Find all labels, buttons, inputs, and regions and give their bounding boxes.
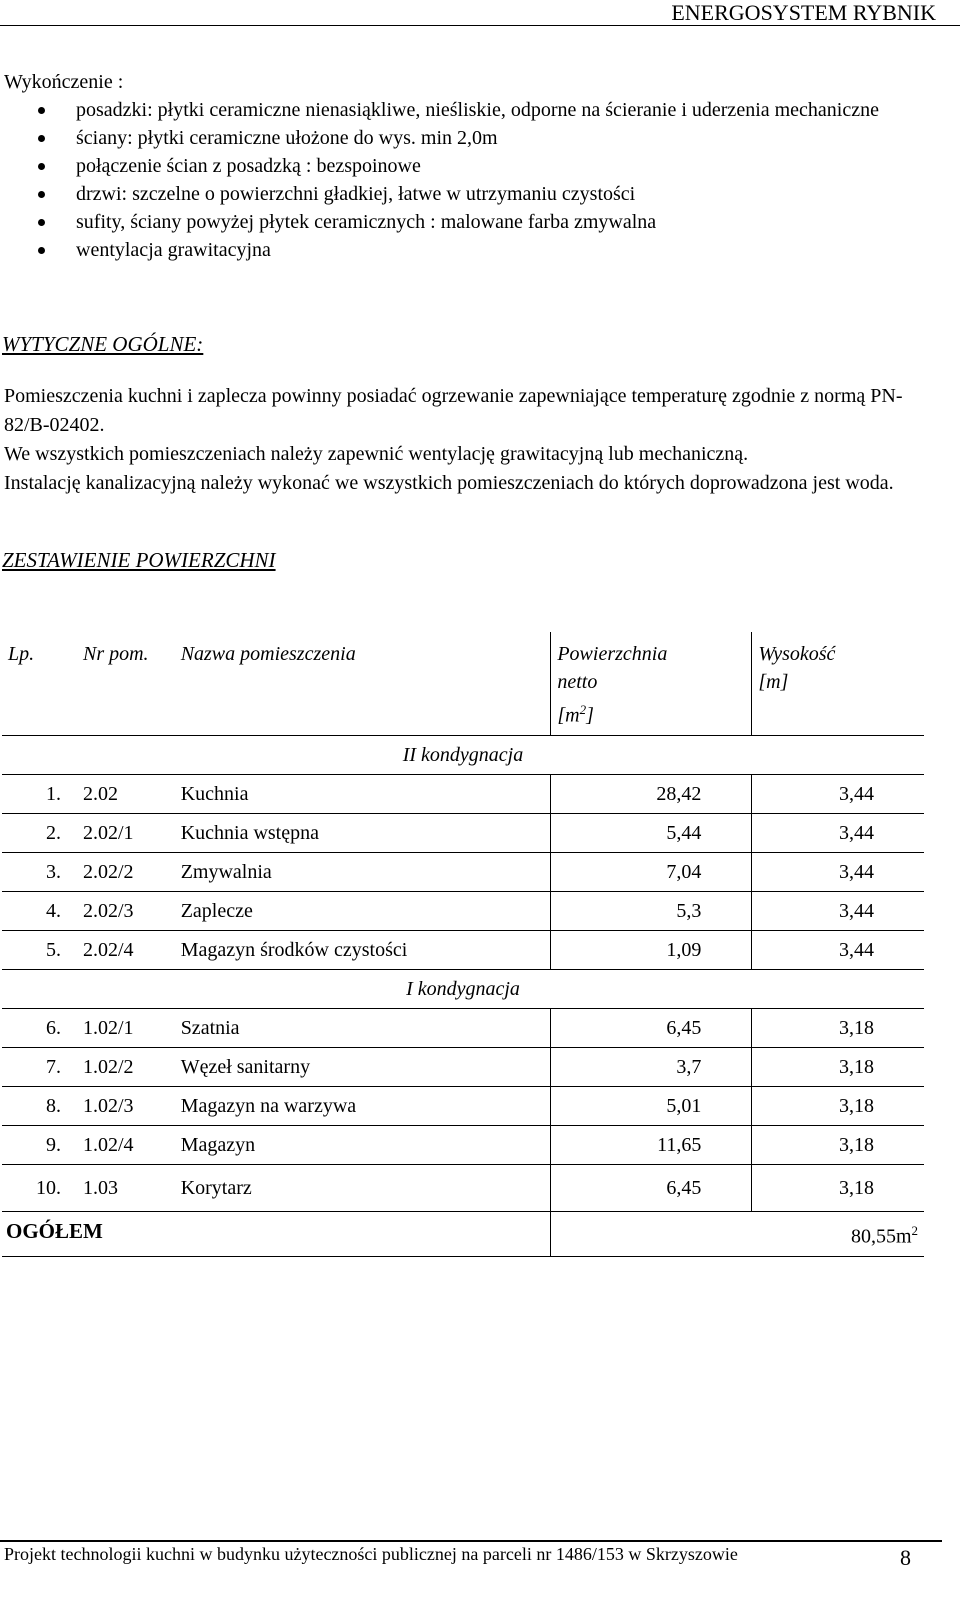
list-item: wentylacja grawitacyjna [0,236,946,264]
cell-area: 5,3 [551,892,752,931]
cell-nr: 2.02/3 [77,892,175,931]
column-header-height [752,632,924,736]
cell-area: 5,01 [551,1087,752,1126]
list-item: drzwi: szczelne o powierzchni gładkiej, łatwe w utrzymaniu czystości [0,180,946,208]
cell-lp: 10. [2,1165,77,1212]
guidelines-paragraph: Pomieszczenia kuchni i zaplecza powinny posiadać ogrzewanie zapewniające temperaturę zgodnie z normą PN-82/B-02402. [4,385,903,436]
cell-nr: 1.02/1 [77,1009,175,1048]
cell-lp: 8. [2,1087,77,1126]
table-row [2,775,924,814]
cell-name: Magazyn środków czystości [175,931,551,970]
cell-name: Kuchnia [175,775,551,814]
cell-nr: 2.02 [77,775,175,814]
cell-name: Szatnia [175,1009,551,1048]
finishing-label: Wykończenie : [4,71,124,93]
cell-nr: 1.02/4 [77,1126,175,1165]
table-row [2,853,924,892]
cell-name: Korytarz [175,1165,551,1212]
finishing-list [0,96,960,264]
area-table [2,632,924,1257]
list-item: ściany: płytki ceramiczne ułożone do wys. min 2,0m [0,124,946,152]
cell-height: 3,18 [752,1126,924,1165]
cell-area: 5,44 [551,814,752,853]
column-header-nr: Nr pom. [82,643,149,665]
table-row [2,1165,924,1212]
cell-area: 11,65 [551,1126,752,1165]
total-value-unit-sup: 2 [911,1223,918,1238]
floor-label: I kondygnacja [2,970,924,1009]
cell-area: 6,45 [551,1009,752,1048]
summary-heading: ZESTAWIENIE POWIERZCHNI [2,548,276,572]
floor-row [2,970,924,1009]
cell-lp: 2. [2,814,77,853]
column-header-area [551,632,752,736]
floor-label: II kondygnacja [2,736,924,775]
cell-nr: 2.02/4 [77,931,175,970]
cell-nr: 1.03 [77,1165,175,1212]
cell-lp: 3. [2,853,77,892]
cell-name: Zaplecze [175,892,551,931]
total-label: OGÓŁEM [2,1212,551,1257]
table-row [2,814,924,853]
height-header-line2: [m] [758,671,789,693]
cell-name: Kuchnia wstępna [175,814,551,853]
cell-area: 28,42 [551,775,752,814]
cell-name: Magazyn na warzywa [175,1087,551,1126]
cell-height: 3,44 [752,775,924,814]
page-number: 8 [900,1545,911,1570]
total-value [551,1212,924,1257]
cell-height: 3,18 [752,1048,924,1087]
cell-name: Zmywalnia [175,853,551,892]
total-value-number: 80,55m [850,1225,912,1248]
cell-height: 3,18 [752,1009,924,1048]
area-header-line1: Powierzchnia [557,643,668,665]
column-header-name: Nazwa pomieszczenia [180,643,356,665]
cell-height: 3,18 [752,1165,924,1212]
footer-text: Projekt technologii kuchni w budynku użyteczności publicznej na parceli nr 1486/153 w Skrzyszowie [4,1544,738,1564]
floor-row [2,736,924,775]
table-row [2,1048,924,1087]
table-row [2,931,924,970]
cell-name: Magazyn [175,1126,551,1165]
cell-lp: 6. [2,1009,77,1048]
area-header-line2: netto [557,671,598,693]
cell-area: 1,09 [551,931,752,970]
cell-lp: 4. [2,892,77,931]
cell-nr: 1.02/3 [77,1087,175,1126]
cell-name: Węzeł sanitarny [175,1048,551,1087]
table-row [2,1009,924,1048]
cell-nr: 1.02/2 [77,1048,175,1087]
cell-nr: 2.02/1 [77,814,175,853]
cell-height: 3,44 [752,931,924,970]
cell-area: 7,04 [551,853,752,892]
list-item: posadzki: płytki ceramiczne nienasiąkliwe, nieśliskie, odporne na ścieranie i uderzenia mechaniczne [0,96,946,124]
cell-height: 3,44 [752,892,924,931]
height-header-line1: Wysokość [758,643,836,665]
cell-lp: 9. [2,1126,77,1165]
list-item: sufity, ściany powyżej płytek ceramicznych : malowane farba zmywalna [0,208,946,236]
guidelines-paragraph: Instalację kanalizacyjną należy wykonać we wszystkich pomieszczeniach do których doprowadzona jest woda. [4,472,894,494]
header-rule [0,25,960,26]
company-name: ENERGOSYSTEM RYBNIK [671,0,936,25]
column-header-lp: Lp. [8,643,35,665]
total-row [2,1212,924,1257]
cell-height: 3,18 [752,1087,924,1126]
cell-area: 3,7 [551,1048,752,1087]
guidelines-heading: WYTYCZNE OGÓLNE: [2,332,204,356]
area-header-unit-pre: [m [557,704,580,727]
guidelines-paragraph: We wszystkich pomieszczeniach należy zapewnić wentylację grawitacyjną lub mechaniczną. [4,443,749,465]
list-item: połączenie ścian z posadzką : bezspoinowe [0,152,946,180]
cell-lp: 1. [2,775,77,814]
table-row [2,892,924,931]
cell-lp: 7. [2,1048,77,1087]
cell-area: 6,45 [551,1165,752,1212]
area-header-unit-sup: 2 [579,702,587,717]
cell-height: 3,44 [752,814,924,853]
cell-height: 3,44 [752,853,924,892]
cell-nr: 2.02/2 [77,853,175,892]
table-row [2,1087,924,1126]
table-row [2,1126,924,1165]
cell-lp: 5. [2,931,77,970]
table-header-row [2,632,924,736]
area-header-unit-post: ] [586,704,594,727]
